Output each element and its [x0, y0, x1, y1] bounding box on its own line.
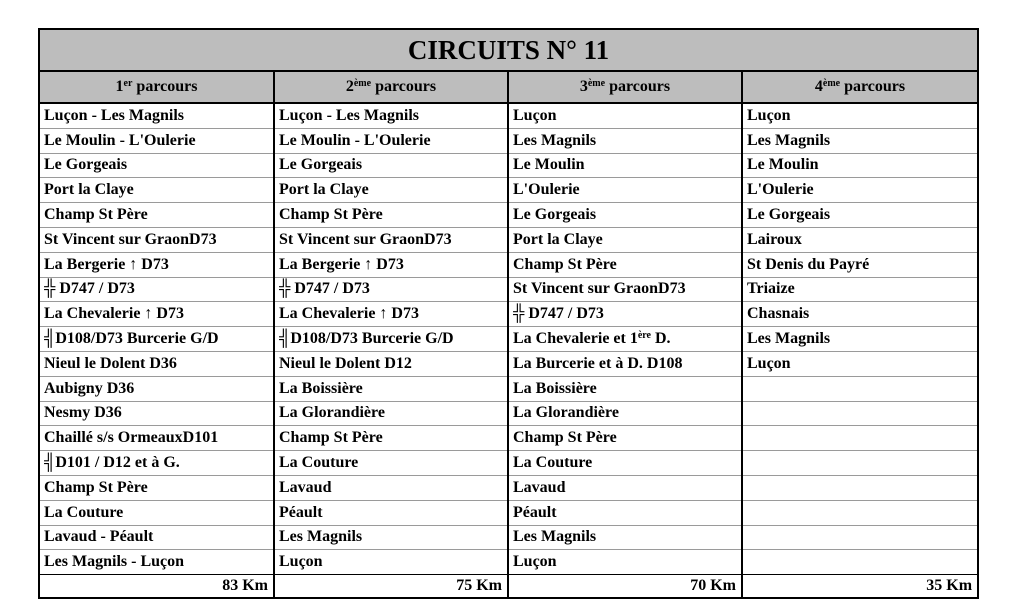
column-number: 1 — [115, 78, 124, 95]
route-stop-cell: L'Oulerie — [508, 178, 742, 203]
column-ordinal-suffix: ème — [822, 78, 841, 89]
table-row — [39, 203, 978, 228]
route-stop-cell: ╬ D747 / D73 — [508, 302, 742, 327]
route-stop-cell: St Denis du Payré — [742, 252, 978, 277]
route-stop-cell: Champ St Père — [274, 203, 508, 228]
route-stop-cell — [742, 401, 978, 426]
route-stop-cell: Lairoux — [742, 227, 978, 252]
route-stop-cell: Champ St Père — [39, 203, 274, 228]
route-stop-cell: Le Moulin - L'Oulerie — [274, 128, 508, 153]
distance-total-2: 75 Km — [274, 575, 508, 599]
column-ordinal-suffix: er — [123, 78, 133, 89]
route-stop-cell: La Couture — [274, 451, 508, 476]
table-row — [39, 128, 978, 153]
table-row — [39, 376, 978, 401]
table-row — [39, 302, 978, 327]
route-stop-cell: Le Gorgeais — [274, 153, 508, 178]
route-stop-cell: Nesmy D36 — [39, 401, 274, 426]
column-number: 3 — [579, 78, 588, 95]
route-stop-cell: Port la Claye — [274, 178, 508, 203]
route-stop-cell: St Vincent sur GraonD73 — [39, 227, 274, 252]
route-stop-cell: Champ St Père — [39, 475, 274, 500]
route-stop-cell: Lavaud — [508, 475, 742, 500]
route-stop-cell: La Boissière — [508, 376, 742, 401]
route-stop-cell: Luçon — [742, 103, 978, 128]
route-stop-cell: Le Moulin - L'Oulerie — [39, 128, 274, 153]
table-row — [39, 550, 978, 575]
route-stop-cell: La Chevalerie ↑ D73 — [274, 302, 508, 327]
circuits-table — [38, 28, 979, 599]
table-row — [39, 153, 978, 178]
route-stop-cell: Chaillé s/s OrmeauxD101 — [39, 426, 274, 451]
table-title: CIRCUITS N° 11 — [39, 29, 978, 71]
route-stop-cell: Luçon - Les Magnils — [39, 103, 274, 128]
table-row — [39, 525, 978, 550]
route-stop-cell: La Burcerie et à D. D108 — [508, 351, 742, 376]
route-stop-cell — [742, 550, 978, 575]
route-stop-cell: ╬ D747 / D73 — [39, 277, 274, 302]
route-stop-cell — [742, 525, 978, 550]
route-stop-cell: Le Moulin — [742, 153, 978, 178]
route-stop-cell: Triaize — [742, 277, 978, 302]
table-row — [39, 103, 978, 128]
route-stop-cell: Aubigny D36 — [39, 376, 274, 401]
route-stop-cell — [742, 376, 978, 401]
table-row — [39, 277, 978, 302]
route-stop-cell: Luçon - Les Magnils — [274, 103, 508, 128]
circuits-sheet — [38, 28, 977, 599]
table-row — [39, 327, 978, 352]
column-header-2 — [274, 71, 508, 103]
column-label: parcours — [371, 78, 437, 95]
column-number: 2 — [345, 78, 354, 95]
table-row — [39, 475, 978, 500]
table-row — [39, 252, 978, 277]
route-stop-cell: Péault — [508, 500, 742, 525]
column-header-1 — [39, 71, 274, 103]
route-stop-cell: Lavaud - Péault — [39, 525, 274, 550]
route-stop-cell — [742, 426, 978, 451]
route-stop-cell: Port la Claye — [508, 227, 742, 252]
route-stop-cell: ╣D101 / D12 et à G. — [39, 451, 274, 476]
table-row — [39, 401, 978, 426]
route-stop-cell: Péault — [274, 500, 508, 525]
route-stop-cell: La Boissière — [274, 376, 508, 401]
route-stop-cell: Les Magnils — [508, 128, 742, 153]
column-header-4 — [742, 71, 978, 103]
route-stop-cell: St Vincent sur GraonD73 — [274, 227, 508, 252]
distance-total-1: 83 Km — [39, 575, 274, 599]
route-stop-cell: Les Magnils — [742, 327, 978, 352]
route-stop-cell: Les Magnils — [274, 525, 508, 550]
route-stop-cell: La Glorandière — [508, 401, 742, 426]
route-stop-cell — [742, 500, 978, 525]
route-stop-cell: Luçon — [274, 550, 508, 575]
route-stop-cell: Nieul le Dolent D12 — [274, 351, 508, 376]
route-stop-cell: ╣D108/D73 Burcerie G/D — [39, 327, 274, 352]
route-stop-cell: Champ St Père — [508, 252, 742, 277]
route-stop-cell: Champ St Père — [274, 426, 508, 451]
table-row — [39, 351, 978, 376]
route-stop-cell: Les Magnils - Luçon — [39, 550, 274, 575]
table-row — [39, 227, 978, 252]
route-stop-cell: La Couture — [508, 451, 742, 476]
route-stop-cell: Port la Claye — [39, 178, 274, 203]
table-row — [39, 500, 978, 525]
route-stop-cell: Nieul le Dolent D36 — [39, 351, 274, 376]
ordinal-suffix: ère — [637, 330, 651, 342]
route-stop-cell: Le Gorgeais — [39, 153, 274, 178]
route-stop-cell: Les Magnils — [742, 128, 978, 153]
column-number: 4 — [814, 78, 823, 95]
route-stop-cell: Les Magnils — [508, 525, 742, 550]
column-header-3 — [508, 71, 742, 103]
route-stop-cell: Luçon — [508, 550, 742, 575]
route-stop-cell: Le Gorgeais — [508, 203, 742, 228]
route-stop-cell: Luçon — [508, 103, 742, 128]
table-row — [39, 451, 978, 476]
column-label: parcours — [605, 78, 671, 95]
distance-total-3: 70 Km — [508, 575, 742, 599]
route-stop-cell: La Chevalerie et 1ère D. — [508, 327, 742, 352]
table-row — [39, 426, 978, 451]
route-stop-cell: Chasnais — [742, 302, 978, 327]
route-stop-cell: ╬ D747 / D73 — [274, 277, 508, 302]
route-stop-cell: La Chevalerie ↑ D73 — [39, 302, 274, 327]
table-row — [39, 178, 978, 203]
route-stop-cell: La Glorandière — [274, 401, 508, 426]
route-stop-cell: Le Moulin — [508, 153, 742, 178]
route-stop-cell — [742, 451, 978, 476]
route-stop-cell: St Vincent sur GraonD73 — [508, 277, 742, 302]
route-stop-cell — [742, 475, 978, 500]
route-stop-cell: L'Oulerie — [742, 178, 978, 203]
route-stop-cell: La Couture — [39, 500, 274, 525]
route-stop-cell: Luçon — [742, 351, 978, 376]
column-ordinal-suffix: ème — [587, 78, 606, 89]
route-stop-cell: Lavaud — [274, 475, 508, 500]
route-stop-cell: La Bergerie ↑ D73 — [39, 252, 274, 277]
column-label: parcours — [840, 78, 906, 95]
column-ordinal-suffix: ème — [353, 78, 372, 89]
distance-total-4: 35 Km — [926, 577, 973, 595]
route-stop-cell: Champ St Père — [508, 426, 742, 451]
route-stop-cell: La Bergerie ↑ D73 — [274, 252, 508, 277]
route-stop-cell: Le Gorgeais — [742, 203, 978, 228]
route-stop-cell: ╣D108/D73 Burcerie G/D — [274, 327, 508, 352]
column-label: parcours — [132, 78, 198, 95]
